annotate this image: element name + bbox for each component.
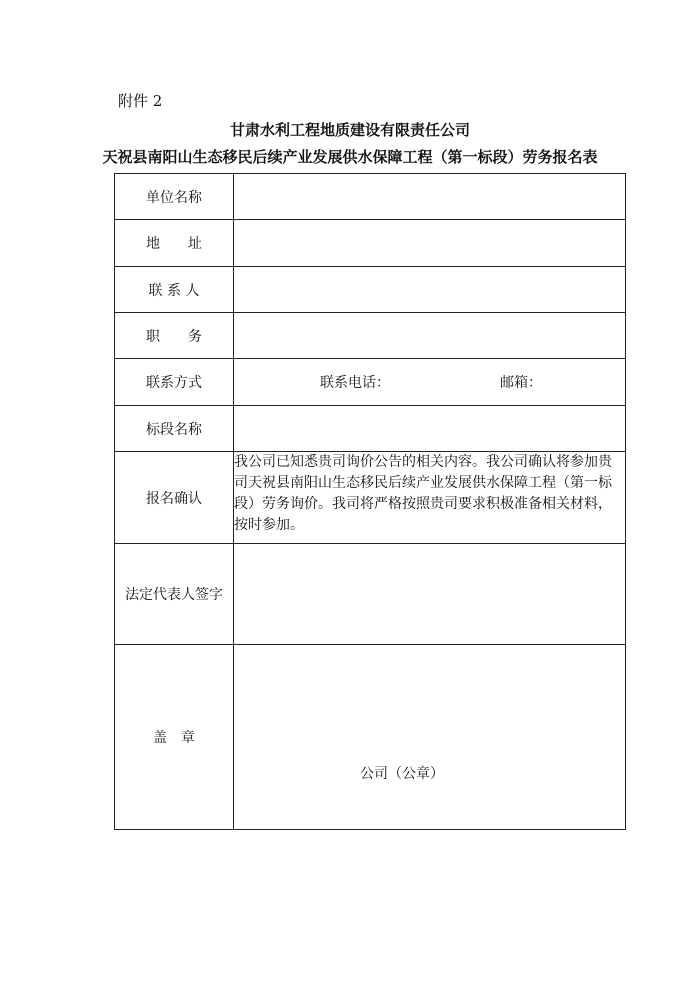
section-name-field[interactable] <box>234 406 626 452</box>
confirm-text: 我公司已知悉贵司询价公告的相关内容。我公司确认将参加贵司天祝县南阳山生态移民后续产业发展供水保障工程（第一标段）劳务询价。我司将严格按照贵司要求积极准备相关材料，按时参加。 <box>234 452 626 544</box>
contact-method-field[interactable] <box>234 359 626 406</box>
row-section-name <box>115 406 626 452</box>
signature-field[interactable] <box>234 544 626 645</box>
address-field[interactable] <box>234 220 626 267</box>
row-signature <box>115 544 626 645</box>
unit-name-label: 单位名称 <box>115 174 234 220</box>
contact-person-label: 联 系 人 <box>115 267 234 313</box>
attachment-label: 附件 2 <box>118 92 163 110</box>
section-name-label: 标段名称 <box>115 406 234 452</box>
seal-label: 盖 章 <box>115 645 234 830</box>
company-title: 甘肃水利工程地质建设有限责任公司 <box>229 121 470 139</box>
position-label: 职 务 <box>115 313 234 359</box>
row-address <box>115 220 626 267</box>
row-confirm <box>115 452 626 544</box>
registration-form-table <box>114 173 626 830</box>
confirm-label: 报名确认 <box>115 452 234 544</box>
seal-field[interactable] <box>234 645 626 830</box>
email-label: 邮箱： <box>500 375 542 391</box>
row-seal <box>115 645 626 830</box>
contact-method-label: 联系方式 <box>115 359 234 406</box>
row-contact-person <box>115 267 626 313</box>
signature-label: 法定代表人签字 <box>115 544 234 645</box>
row-contact-method <box>115 359 626 406</box>
position-field[interactable] <box>234 313 626 359</box>
unit-name-field[interactable] <box>234 174 626 220</box>
phone-label: 联系电话： <box>320 375 390 391</box>
company-seal-text: 公司（公章） <box>360 766 444 782</box>
row-unit-name <box>115 174 626 220</box>
contact-person-field[interactable] <box>234 267 626 313</box>
address-label: 地 址 <box>115 220 234 267</box>
form-title: 天祝县南阳山生态移民后续产业发展供水保障工程（第一标段）劳务报名表 <box>102 148 598 166</box>
row-position <box>115 313 626 359</box>
